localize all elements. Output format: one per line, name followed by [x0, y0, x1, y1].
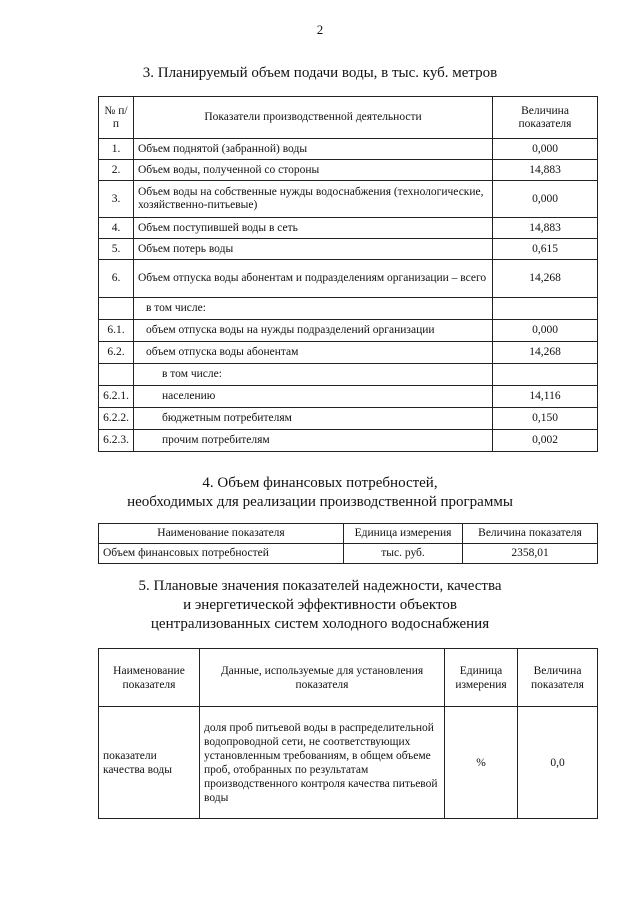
row-label: Объем поднятой (забранной) воды	[134, 139, 493, 160]
page-number: 2	[316, 22, 324, 37]
row-value: 0,000	[493, 320, 598, 342]
row-value: 14,883	[493, 160, 598, 181]
row-num: 6.	[99, 260, 134, 298]
row-value: 14,268	[493, 260, 598, 298]
table-row	[99, 298, 598, 320]
row-value: 2358,01	[463, 544, 598, 564]
table-row	[99, 364, 598, 386]
table-row	[99, 139, 598, 160]
table-row	[99, 260, 598, 298]
row-label: объем отпуска воды на нужды подразделений организации	[134, 320, 493, 342]
table-row	[99, 544, 598, 564]
section4-title-line1: 4. Объем финансовых потребностей,	[202, 475, 438, 491]
table-row	[99, 386, 598, 408]
row-unit: %	[445, 707, 518, 819]
row-data: доля проб питьевой воды в распределительной водопроводной сети, не соответствующих установленным требованиям, в общем объеме проб, отобранных по результатам производственного контроля качества питьевой воды	[200, 707, 445, 819]
header-unit: Единица измерения	[445, 649, 518, 707]
row-value: 14,883	[493, 218, 598, 239]
row-value: 0,002	[493, 430, 598, 452]
header-data: Данные, используемые для установления показателя	[200, 649, 445, 707]
section3-title: 3. Планируемый объем подачи воды, в тыс. куб. метров	[142, 65, 498, 81]
row-value	[493, 298, 598, 320]
row-label: Объем поступившей воды в сеть	[134, 218, 493, 239]
row-value: 14,268	[493, 342, 598, 364]
table-header-row	[99, 97, 598, 139]
row-label: Объем воды на собственные нужды водоснабжения (технологические, хозяйственно-питьевые)	[134, 181, 493, 218]
section5-title-line2: и энергетической эффективности объектов	[183, 597, 457, 613]
row-value	[493, 364, 598, 386]
row-label: в том числе:	[134, 364, 493, 386]
row-label: населению	[134, 386, 493, 408]
table-row	[99, 707, 598, 819]
header-value: Величина показателя	[463, 524, 598, 544]
row-label: прочим потребителям	[134, 430, 493, 452]
table-row	[99, 239, 598, 260]
water-supply-table	[98, 96, 598, 452]
row-value: 0,000	[493, 181, 598, 218]
row-label: Объем воды, полученной со стороны	[134, 160, 493, 181]
row-label: бюджетным потребителям	[134, 408, 493, 430]
section5-title-line3: централизованных систем холодного водоснабжения	[150, 616, 490, 632]
table-row	[99, 320, 598, 342]
row-label: объем отпуска воды абонентам	[134, 342, 493, 364]
row-value: 0,150	[493, 408, 598, 430]
header-unit: Единица измерения	[344, 524, 463, 544]
row-num: 6.2.2.	[99, 408, 134, 430]
header-value: Величина показателя	[518, 649, 598, 707]
row-num	[99, 298, 134, 320]
table-header-row	[99, 649, 598, 707]
row-name: Объем финансовых потребностей	[99, 544, 344, 564]
header-num: № п/п	[99, 97, 134, 139]
table-header-row	[99, 524, 598, 544]
section5-title-line1: 5. Плановые значения показателей надежности, качества	[138, 578, 502, 594]
row-num: 6.2.	[99, 342, 134, 364]
header-indicator: Показатели производственной деятельности	[134, 97, 493, 139]
row-num: 1.	[99, 139, 134, 160]
row-value: 14,116	[493, 386, 598, 408]
financial-needs-table	[98, 523, 598, 564]
header-name: Наименование показателя	[99, 524, 344, 544]
row-num: 4.	[99, 218, 134, 239]
row-label: в том числе:	[134, 298, 493, 320]
table-row	[99, 342, 598, 364]
header-value: Величина показателя	[493, 97, 598, 139]
table-row	[99, 408, 598, 430]
table-row	[99, 218, 598, 239]
row-num: 2.	[99, 160, 134, 181]
section4-title-line2: необходимых для реализации производственной программы	[127, 494, 513, 510]
row-value: 0,615	[493, 239, 598, 260]
reliability-indicators-table	[98, 648, 598, 819]
row-label: Объем отпуска воды абонентам и подразделениям организации – всего	[134, 260, 493, 298]
row-label: Объем потерь воды	[134, 239, 493, 260]
table-row	[99, 181, 598, 218]
row-unit: тыс. руб.	[344, 544, 463, 564]
header-name: Наименование показателя	[99, 649, 200, 707]
row-num: 3.	[99, 181, 134, 218]
row-num: 6.1.	[99, 320, 134, 342]
table-row	[99, 160, 598, 181]
row-num: 6.2.3.	[99, 430, 134, 452]
table-row	[99, 430, 598, 452]
row-value: 0,000	[493, 139, 598, 160]
row-value: 0,0	[518, 707, 598, 819]
row-name: показатели качества воды	[99, 707, 200, 819]
row-num: 5.	[99, 239, 134, 260]
row-num: 6.2.1.	[99, 386, 134, 408]
row-num	[99, 364, 134, 386]
